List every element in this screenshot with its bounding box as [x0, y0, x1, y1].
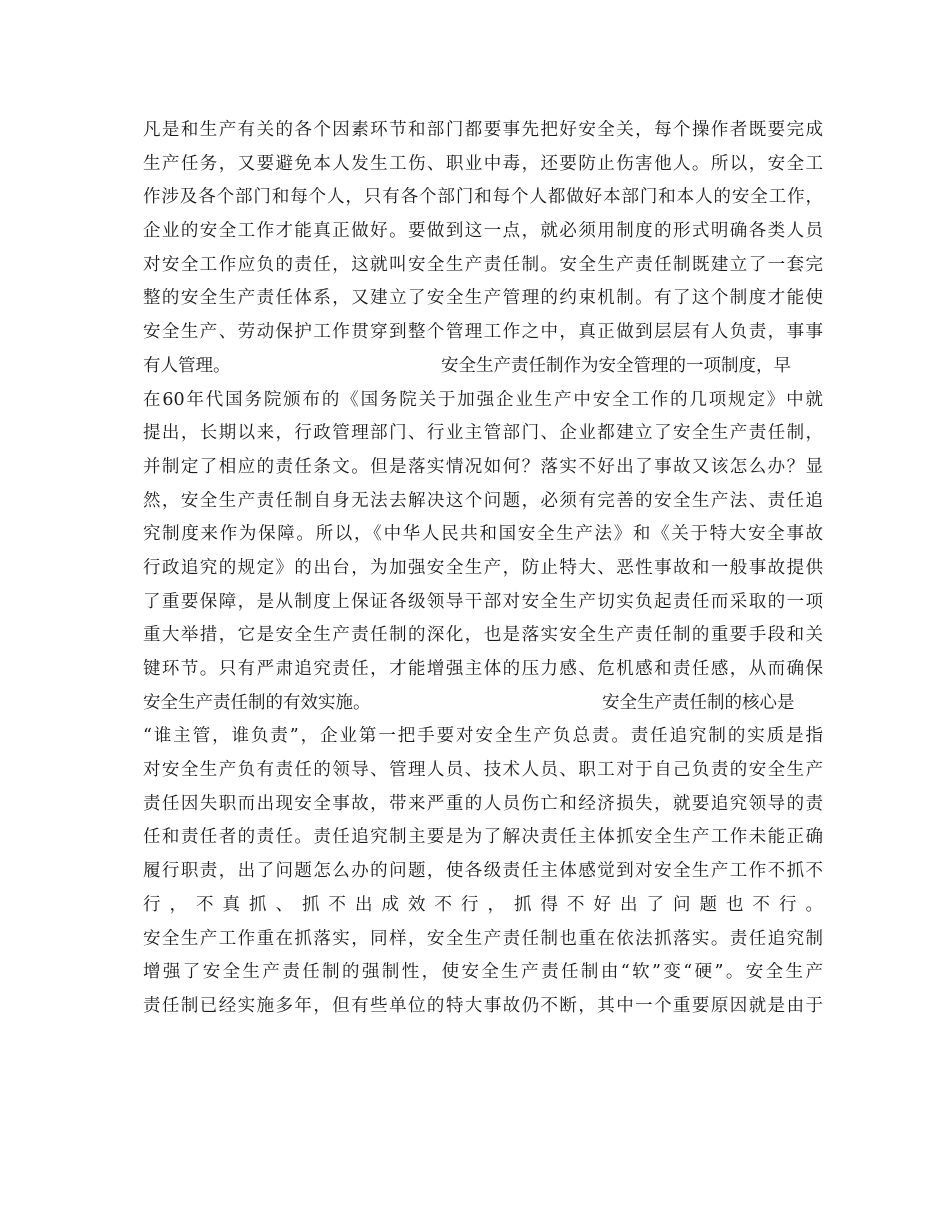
text-line: 行政追究的规定》的出台，为加强安全生产，防止特大、恶性事故和一般事故提供 [143, 557, 823, 578]
text-line [143, 350, 823, 384]
text-segment: 安全生产责任制的核心是 [602, 692, 795, 713]
text-line: 作涉及各个部门和每个人，只有各个部门和每个人都做好本部门和本人的安全工作， [143, 187, 823, 208]
text-line: 责任因失职而出现安全事故，带来严重的人员伤亡和经济损失，就要追究领导的责 [143, 793, 823, 814]
text-line: 企业的安全工作才能真正做好。要做到这一点，就必须用制度的形式明确各类人员 [143, 221, 823, 242]
text-line: 整的安全生产责任体系，又建立了安全生产管理的约束机制。有了这个制度才能使 [143, 288, 823, 309]
text-line: “谁主管，谁负责”，企业第一把手要对安全生产负总责。责任追究制的实质是指 [143, 726, 823, 747]
text-line: 提出，长期以来，行政管理部门、行业主管部门、企业都建立了安全生产责任制， [143, 423, 823, 444]
text-line: 责任制已经实施多年，但有些单位的特大事故仍不断，其中一个重要原因就是由于 [143, 995, 823, 1016]
text-line: 键环节。只有严肃追究责任，才能增强主体的压力感、危机感和责任感，从而确保 [143, 659, 823, 679]
text-line: 然，安全生产责任制自身无法去解决这个问题，必须有完善的安全生产法、责任追 [143, 490, 823, 511]
text-line: 增强了安全生产责任制的强制性，使安全生产责任制由“软”变“硬”。安全生产 [143, 962, 823, 983]
text-line: 对安全生产负有责任的领导、管理人员、技术人员、职工对于自己负责的安全生产 [143, 760, 823, 781]
text-line: 对安全工作应负的责任，这就叫安全生产责任制。安全生产责任制既建立了一套完 [143, 254, 823, 275]
text-line: 究制度来作为保障。所以，《中华人民共和国安全生产法》和《关于特大安全事故 [143, 524, 823, 545]
text-line [143, 687, 823, 721]
text-line: 安全生产、劳动保护工作贯穿到整个管理工作之中，真正做到层层有人负责，事事 [143, 322, 823, 343]
text-segment: 安全生产责任制作为安全管理的一项制度，早 [441, 355, 791, 376]
body-text [143, 114, 823, 1024]
text-line: 任和责任者的责任。责任追究制主要是为了解决责任主体抓安全生产工作未能正确 [143, 827, 823, 848]
text-segment: 安全生产责任制的有效实施。 [143, 692, 371, 713]
text-line: 安全生产工作重在抓落实，同样，安全生产责任制也重在依法抓落实。责任追究制 [143, 928, 823, 949]
text-segment: 有人管理。 [143, 355, 231, 376]
text-line: 履行职责，出了问题怎么办的问题，使各级责任主体感觉到对安全生产工作不抓不 [143, 861, 823, 882]
text-line: 重大举措，它是安全生产责任制的深化，也是落实安全生产责任制的重要手段和关 [143, 625, 823, 646]
text-line: 并制定了相应的责任条文。但是落实情况如何？落实不好出了事故又该怎么办？显 [143, 456, 823, 477]
text-line: 凡是和生产有关的各个因素环节和部门都要事先把好安全关，每个操作者既要完成 [143, 120, 823, 140]
text-line: 在60年代国务院颁布的《国务院关于加强企业生产中安全工作的几项规定》中就 [143, 389, 823, 410]
text-line: 了重要保障，是从制度上保证各级领导干部对安全生产切实负起责任而采取的一项 [143, 591, 823, 612]
text-line: 行 ， 不 真 抓 、 抓 不 出 成 效 不 行 ， 抓 得 不 好 出 了 问 题 也 不 行 。 [143, 894, 823, 915]
text-line: 生产任务，又要避免本人发生工伤、职业中毒，还要防止伤害他人。所以，安全工 [143, 153, 823, 174]
